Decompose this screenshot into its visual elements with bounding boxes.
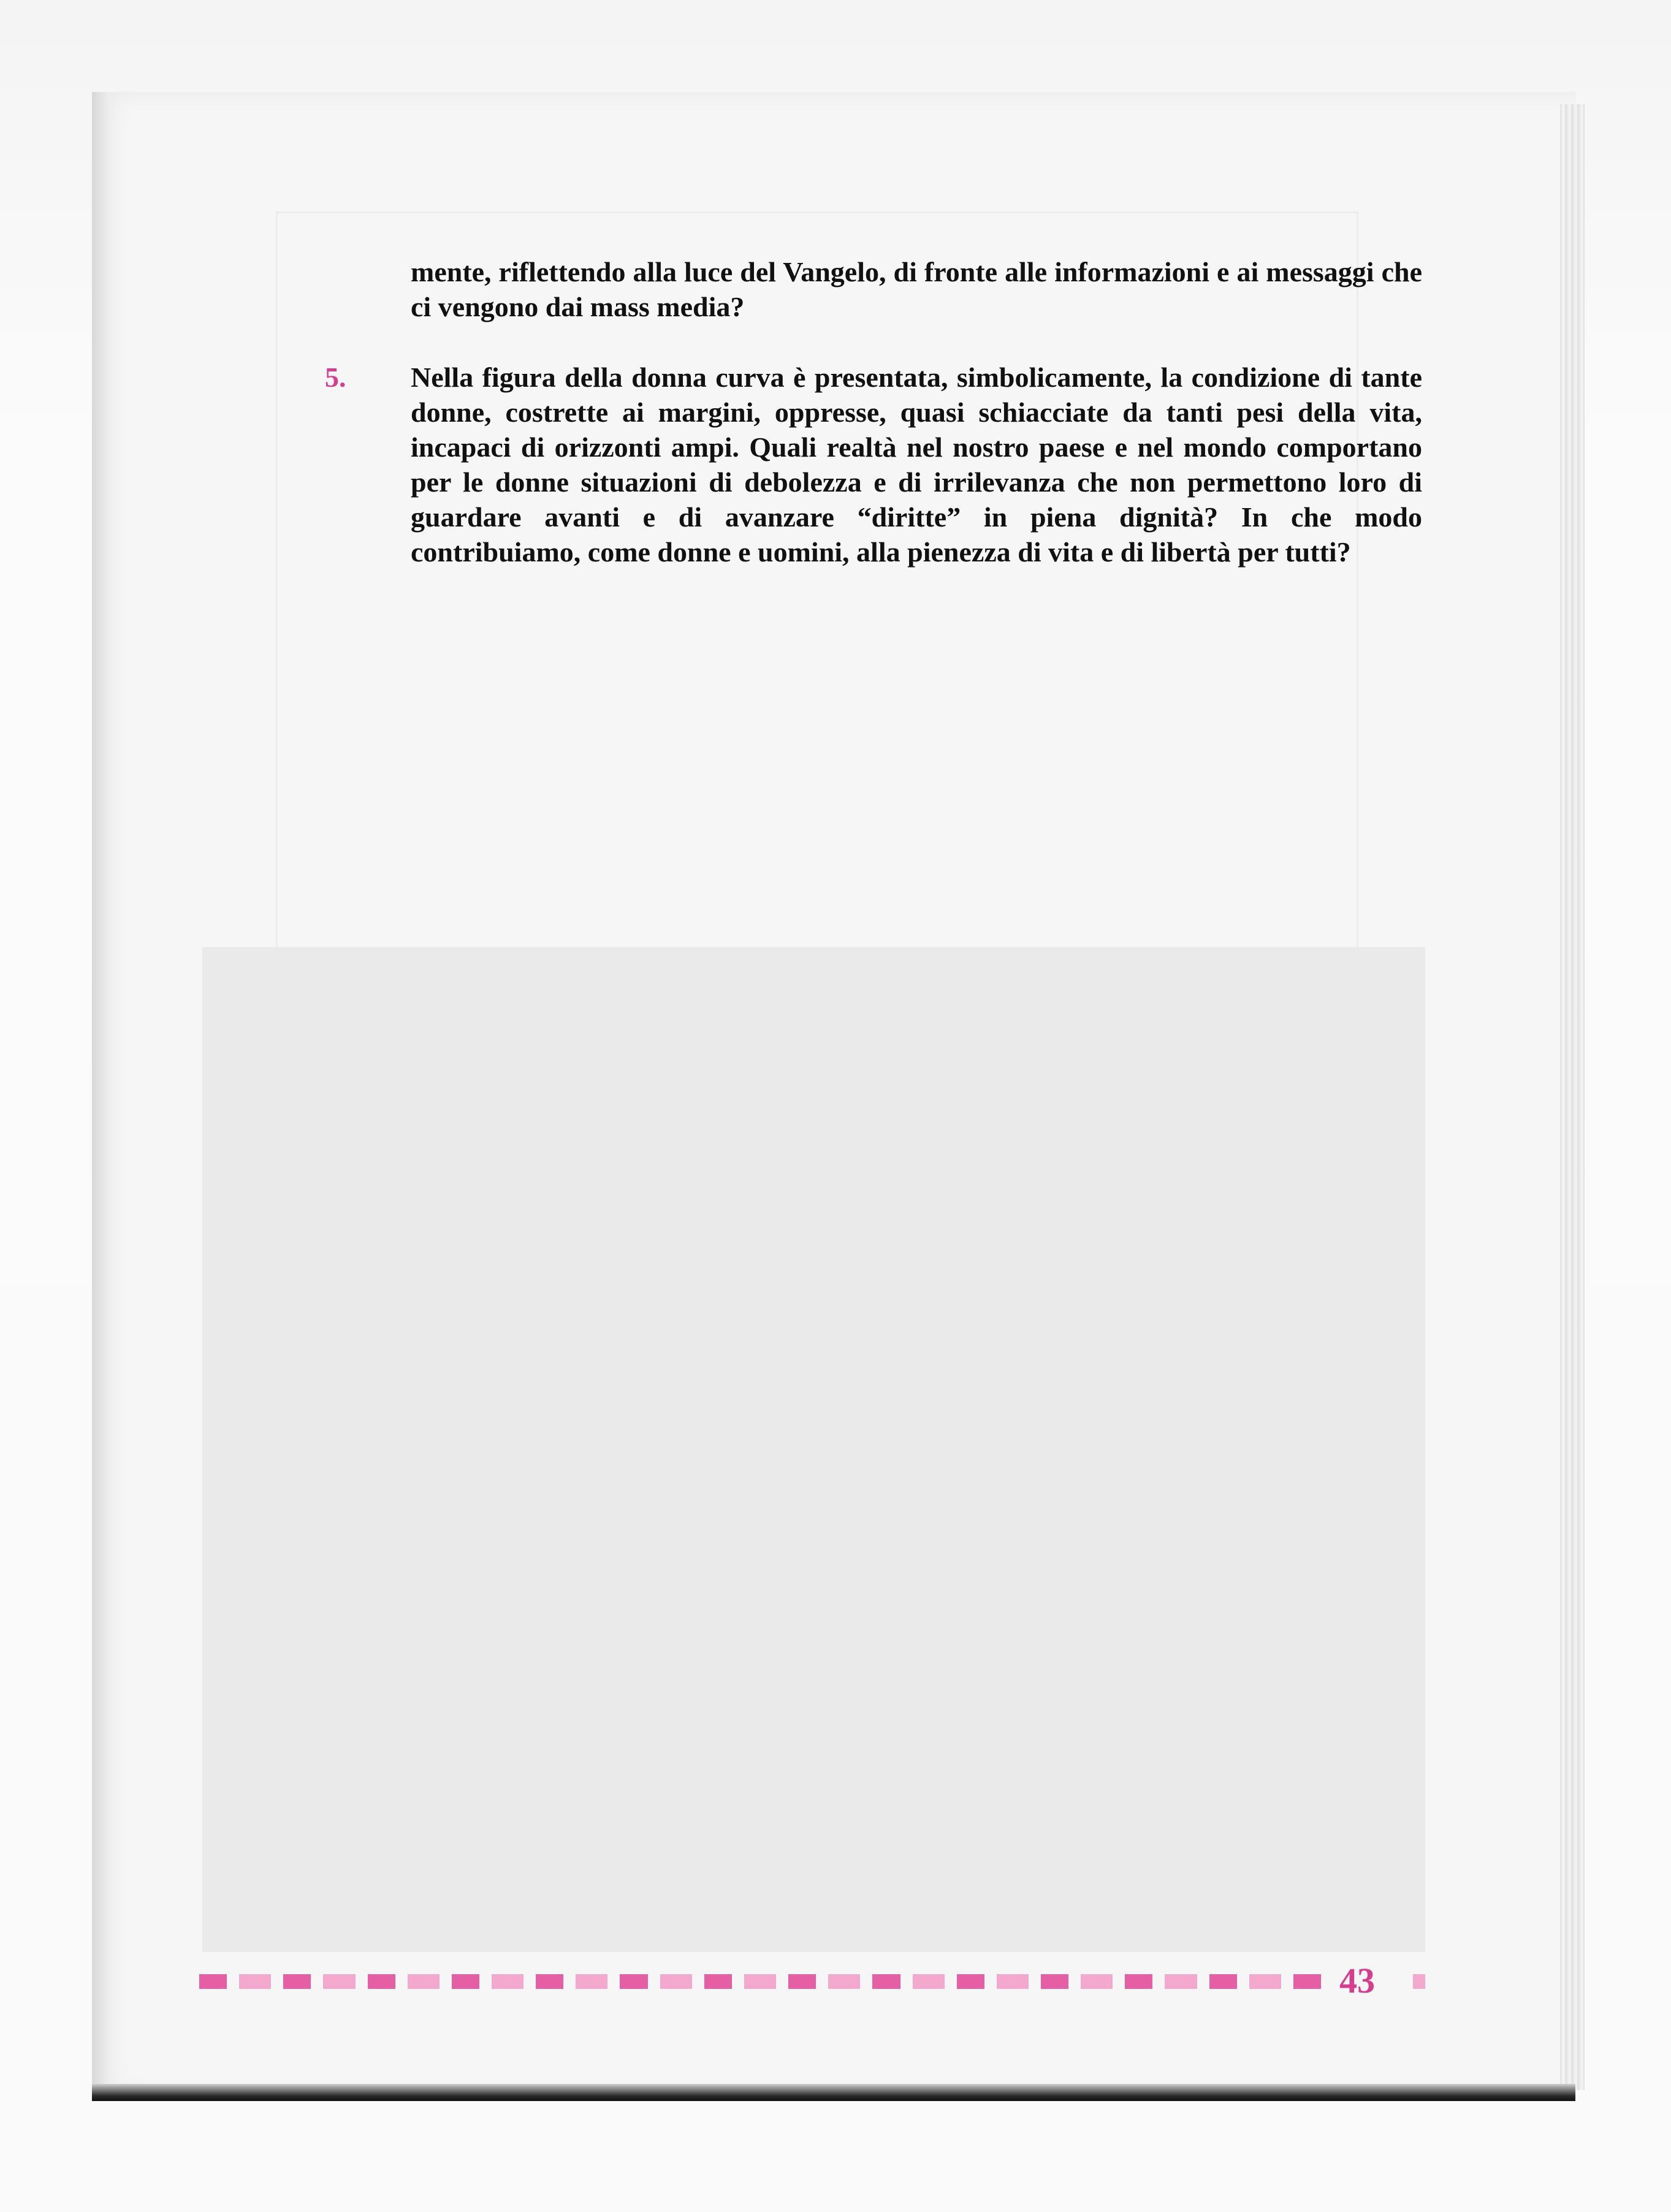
item-text: Nella figura della donna curva è presentata, simbolicamente, la condizione di tante donne, costrette ai margini, oppresse, quasi schiacciate da tanti pesi della vita, incapaci di orizzonti ampi. Quali realtà nel nostro paese e nel mondo comportano per le donne situazioni di debolezza e di irrilevanza che non permettono loro di guardare avanti e di avanzare “diritte” in piena dignità? In che modo contribuiamo, come donne e uomini, alla pienezza di vita e di libertà per tutti? [411,362,1422,568]
list-item [325,360,1422,569]
paragraph-continuation: mente, riflettendo alla luce del Vangelo, di fronte alle informazioni e ai messaggi che ci vengono dai mass media? [411,256,1422,322]
footer-bar-end [1413,1974,1425,1989]
page-footer [199,1963,1425,2000]
page-content [325,254,1422,569]
page-edges [1560,104,1585,2090]
page-gutter [92,92,110,2096]
item-number: 5. [325,362,346,393]
page-number: 43 [1339,1961,1375,2001]
page-bottom-edge [92,2084,1575,2101]
footer-decorative-bar [199,1974,1321,1989]
show-through-image-area [202,947,1425,1952]
